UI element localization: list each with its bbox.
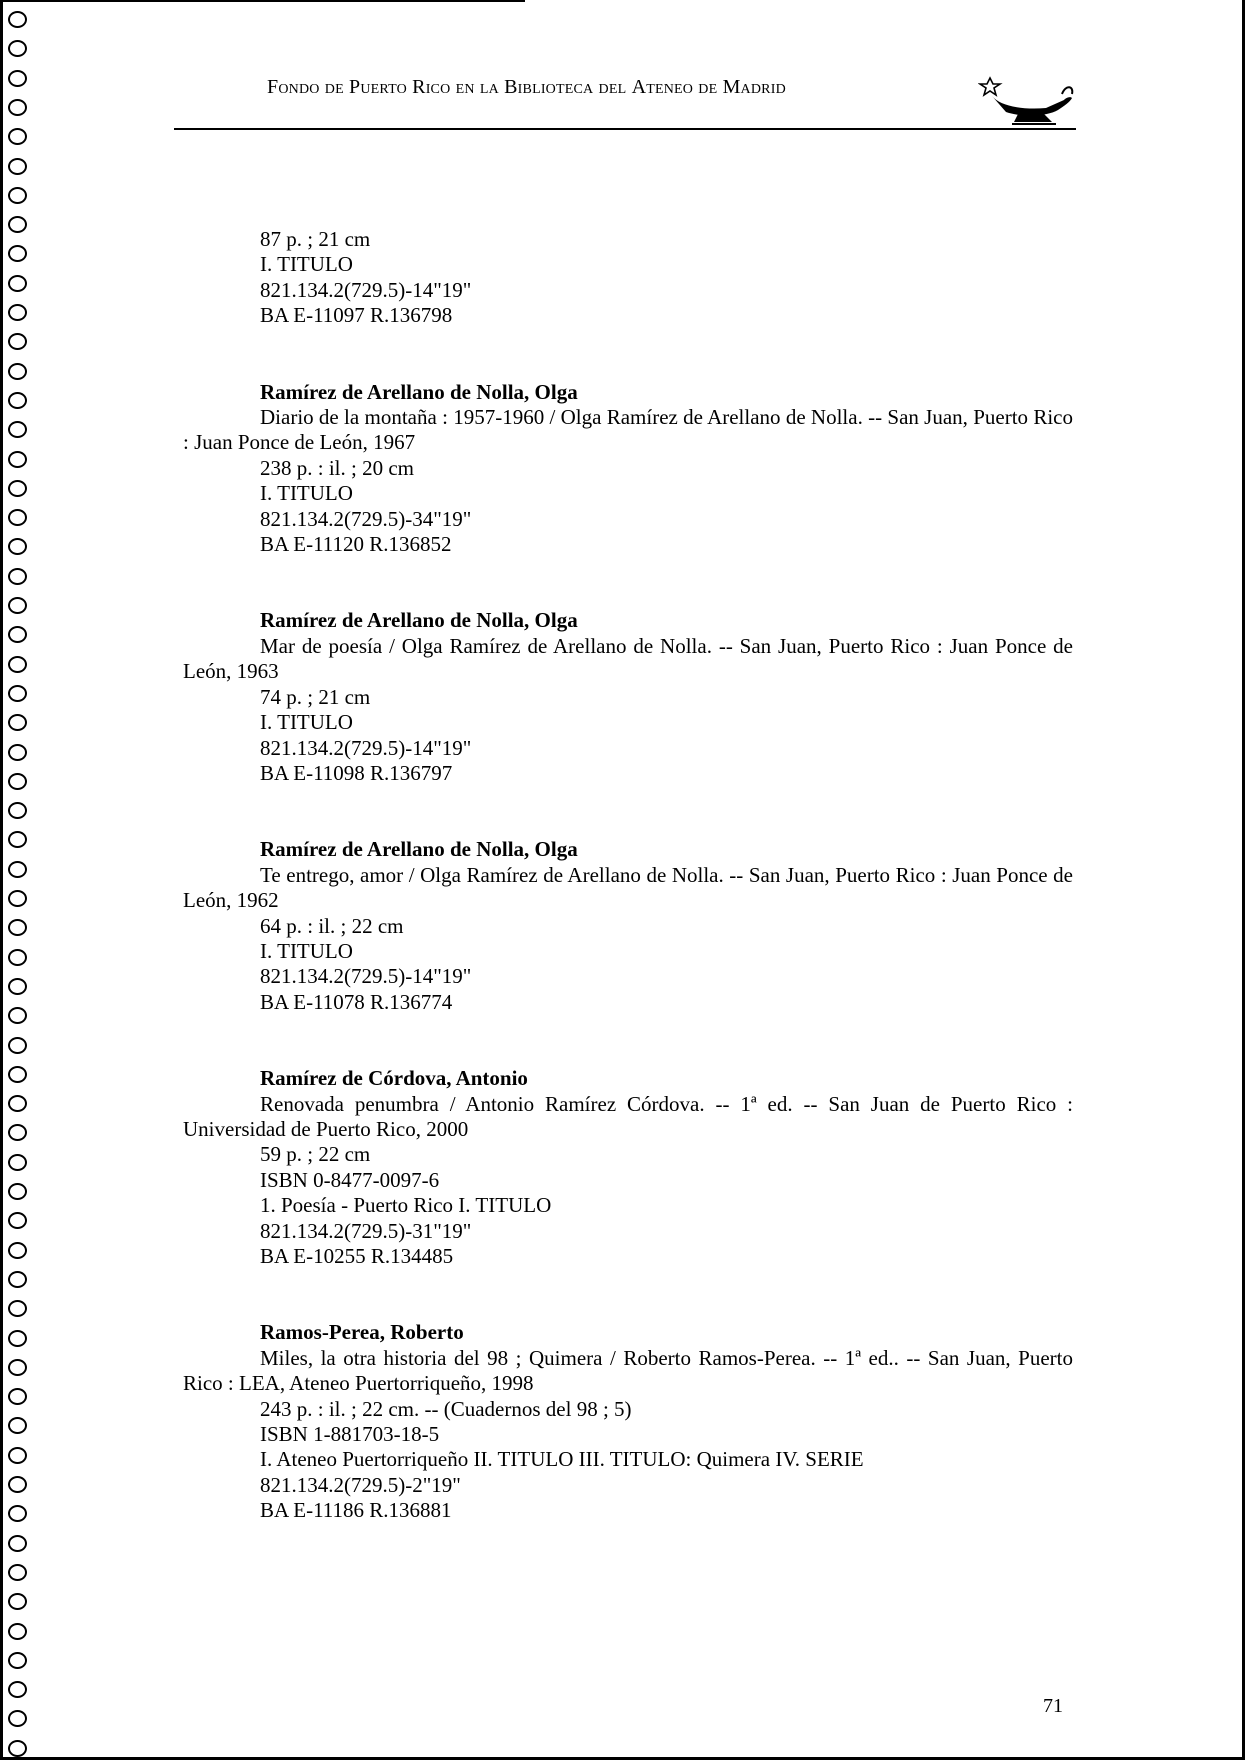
header-title-part: M (722, 76, 741, 98)
entry-description: Miles, la otra historia del 98 ; Quimera / Roberto Ramos-Perea. -- 1ª ed.. -- San Juan, Puerto Rico : LEA, Ateneo Puertorriqueño, 1998 (183, 1345, 1073, 1396)
binder-ring-icon (8, 216, 27, 233)
binder-ring-icon (8, 363, 27, 380)
catalog-entry (183, 1320, 1073, 1523)
header-title-part: adrid (740, 76, 786, 98)
catalog-entry (183, 608, 1073, 786)
binder-ring-icon (8, 714, 27, 731)
header-title-part: iblioteca del (517, 76, 632, 98)
header-title-part: uerto (360, 76, 413, 98)
entry-detail: BA E-11098 R.136797 (260, 760, 453, 785)
binder-ring-icon (8, 509, 27, 526)
binder-ring-icon (8, 949, 27, 966)
entry-detail: I. TITULO (260, 481, 353, 506)
binder-ring-icon (8, 1417, 27, 1434)
binder-ring-icon (8, 1066, 27, 1083)
entry-detail: I. Ateneo Puertorriqueño II. TITULO III. TITULO: Quimera IV. SERIE (260, 1447, 864, 1472)
binder-ring-icon (8, 11, 27, 28)
entry-classification: 821.134.2(729.5)-14"19" (260, 277, 472, 302)
page-border-left (0, 0, 3, 1760)
binder-ring-icon (8, 421, 27, 438)
binder-ring-icon (8, 1535, 27, 1552)
entry-detail: 821.134.2(729.5)-2"19" (260, 1472, 461, 1497)
binder-ring-icon (8, 1593, 27, 1610)
header-title-part: P (349, 76, 361, 98)
header-title-part: B (504, 76, 518, 98)
binder-ring-icon (8, 451, 27, 468)
binder-ring-icon (8, 831, 27, 848)
binder-ring-icon (8, 773, 27, 790)
header-title-part: teneo de (646, 76, 723, 98)
entry-detail: 59 p. ; 22 cm (260, 1142, 371, 1167)
entry-detail: 74 p. ; 21 cm (260, 684, 371, 709)
binder-ring-icon (8, 1300, 27, 1317)
binder-ring-icon (8, 1183, 27, 1200)
entry-author: Ramos-Perea, Roberto (260, 1320, 464, 1345)
entry-detail: 64 p. : il. ; 22 cm (260, 913, 404, 938)
binder-ring-icon (8, 1154, 27, 1171)
header-title-part: Fondo de (267, 76, 350, 98)
entry-detail: ISBN 0-8477-0097-6 (260, 1167, 440, 1192)
entry-author: Ramírez de Arellano de Nolla, Olga (260, 379, 578, 404)
binder-ring-icon (8, 1095, 27, 1112)
binder-ring-icon (8, 1124, 27, 1141)
binder-ring-icon (8, 1740, 27, 1757)
entry-description: Diario de la montaña : 1957-1960 / Olga Ramírez de Arellano de Nolla. -- San Juan, Puerto Rico : Juan Ponce de León, 1967 (183, 405, 1073, 455)
binder-ring-icon (8, 656, 27, 673)
catalog-entries (183, 227, 1073, 1524)
entry-detail: 821.134.2(729.5)-14"19" (260, 964, 472, 989)
entry-detail: 243 p. : il. ; 22 cm. -- (Cuadernos del 98 ; 5) (260, 1396, 632, 1421)
binder-ring-icon (8, 597, 27, 614)
binder-ring-icon (8, 1388, 27, 1405)
entry-author: Ramírez de Córdova, Antonio (260, 1066, 528, 1091)
page-border-top (0, 0, 525, 2)
entry-description: Mar de poesía / Olga Ramírez de Arellano de Nolla. -- San Juan, Puerto Rico : Juan Ponce de León, 1963 (183, 633, 1073, 684)
binder-ring-icon (8, 1447, 27, 1464)
entry-detail: BA E-11078 R.136774 (260, 989, 453, 1014)
entry-author: Ramírez de Arellano de Nolla, Olga (260, 837, 578, 862)
binder-ring-icon (8, 187, 27, 204)
entry-physical-description: 87 p. ; 21 cm (260, 227, 371, 251)
entry-detail: BA E-11186 R.136881 (260, 1498, 452, 1523)
entry-subject-line: I. TITULO (260, 252, 353, 277)
entry-description: Renovada penumbra / Antonio Ramírez Córdova. -- 1ª ed. -- San Juan de Puerto Rico : Universidad de Puerto Rico, 2000 (183, 1091, 1073, 1141)
binder-ring-icon (8, 245, 27, 262)
binder-ring-icon (8, 1476, 27, 1493)
entry-detail: BA E-10255 R.134485 (260, 1244, 454, 1268)
binder-ring-icon (8, 538, 27, 555)
entry-author: Ramírez de Arellano de Nolla, Olga (260, 608, 578, 633)
binder-ring-icon (8, 128, 27, 145)
running-header (267, 76, 786, 99)
entry-detail: BA E-11120 R.136852 (260, 532, 452, 557)
binder-ring-icon (8, 40, 27, 57)
binder-rings (8, 0, 38, 1760)
entry-detail: 821.134.2(729.5)-31"19" (260, 1218, 472, 1243)
binder-ring-icon (8, 1212, 27, 1229)
lamp-emblem-icon (978, 72, 1078, 126)
binder-ring-icon (8, 333, 27, 350)
binder-ring-icon (8, 1037, 27, 1054)
binder-ring-icon (8, 1007, 27, 1024)
binder-ring-icon (8, 392, 27, 409)
binder-ring-icon (8, 1710, 27, 1727)
catalog-entry-continuation (183, 227, 1073, 329)
entry-detail: 821.134.2(729.5)-14"19" (260, 735, 472, 760)
binder-ring-icon (8, 1242, 27, 1259)
header-title-part: ico en la (425, 76, 505, 98)
binder-ring-icon (8, 70, 27, 87)
binder-ring-icon (8, 1681, 27, 1698)
binder-ring-icon (8, 1652, 27, 1669)
binder-ring-icon (8, 1359, 27, 1376)
entry-detail: 1. Poesía - Puerto Rico I. TITULO (260, 1193, 552, 1218)
binder-ring-icon (8, 275, 27, 292)
page-number: 71 (1043, 1695, 1063, 1717)
binder-ring-icon (8, 802, 27, 819)
binder-ring-icon (8, 685, 27, 702)
binder-ring-icon (8, 1564, 27, 1581)
binder-ring-icon (8, 626, 27, 643)
header-rule (174, 128, 1076, 130)
binder-ring-icon (8, 568, 27, 585)
binder-ring-icon (8, 1330, 27, 1347)
binder-ring-icon (8, 919, 27, 936)
catalog-entry (183, 380, 1073, 558)
entry-detail: I. TITULO (260, 710, 353, 735)
entry-detail: 238 p. : il. ; 20 cm (260, 455, 414, 480)
binder-ring-icon (8, 1623, 27, 1640)
entry-detail: 821.134.2(729.5)-34"19" (260, 506, 472, 531)
catalog-entry (183, 837, 1073, 1015)
header-title-part: A (631, 76, 647, 98)
binder-ring-icon (8, 978, 27, 995)
header-title-part: R (412, 76, 426, 98)
entry-detail: I. TITULO (260, 938, 353, 963)
binder-ring-icon (8, 158, 27, 175)
binder-ring-icon (8, 1505, 27, 1522)
entry-detail: ISBN 1-881703-18-5 (260, 1422, 440, 1447)
binder-ring-icon (8, 304, 27, 321)
entry-description: Te entrego, amor / Olga Ramírez de Arellano de Nolla. -- San Juan, Puerto Rico : Juan Ponce de León, 1962 (183, 862, 1073, 913)
binder-ring-icon (8, 99, 27, 116)
binder-ring-icon (8, 1271, 27, 1288)
entry-call-number: BA E-11097 R.136798 (260, 303, 453, 328)
binder-ring-icon (8, 861, 27, 878)
binder-ring-icon (8, 890, 27, 907)
catalog-entry (183, 1066, 1073, 1269)
binder-ring-icon (8, 744, 27, 761)
binder-ring-icon (8, 480, 27, 497)
